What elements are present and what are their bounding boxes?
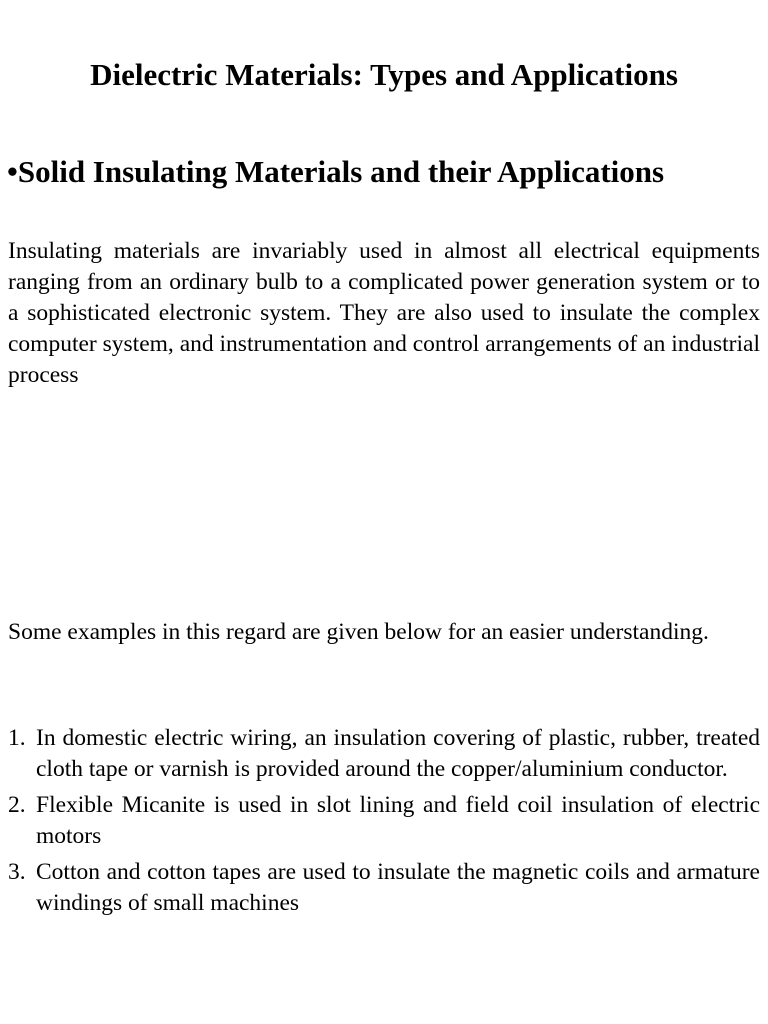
examples-intro: Some examples in this regard are given below for an easier understanding. bbox=[8, 619, 709, 645]
section-heading: •Solid Insulating Materials and their Applications bbox=[7, 154, 665, 189]
list-item-number: 2. bbox=[8, 792, 26, 818]
list-item bbox=[8, 723, 760, 784]
intro-paragraph: Insulating materials are invariably used in almost all electrical equipments ranging from an ordinary bulb to a complicated power generation system or to a sophisticated electronic system. They are also used to insulate the complex computer system, and instrumentation and control arrangements of an industrial process bbox=[8, 238, 760, 388]
page-title: Dielectric Materials: Types and Applications bbox=[90, 57, 678, 92]
list-item-text: In domestic electric wiring, an insulation covering of plastic, rubber, treated cloth tape or varnish is provided around the copper/aluminium conductor. bbox=[36, 725, 760, 782]
list-item-number: 3. bbox=[8, 859, 26, 885]
examples-list bbox=[8, 723, 760, 924]
list-item-text: Flexible Micanite is used in slot lining and field coil insulation of electric motors bbox=[36, 792, 760, 849]
list-item bbox=[8, 790, 760, 851]
list-item-text: Cotton and cotton tapes are used to insulate the magnetic coils and armature windings of small machines bbox=[36, 859, 760, 916]
list-item-number: 1. bbox=[8, 725, 26, 751]
list-item bbox=[8, 857, 760, 918]
